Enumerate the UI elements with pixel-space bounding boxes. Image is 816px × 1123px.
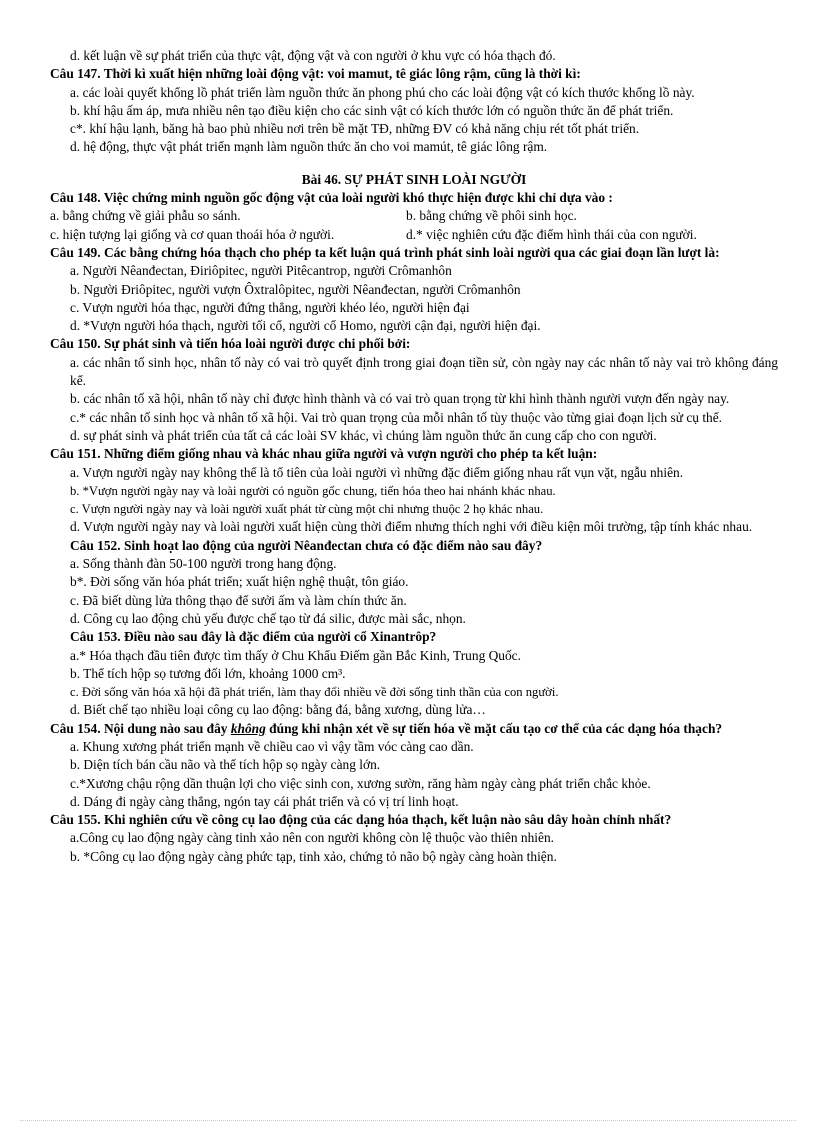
q153-option-d: d. Biết chế tạo nhiều loại công cụ lao động: bằng đá, bằng xương, dùng lửa… <box>70 702 486 718</box>
q153-option-a: a.* Hóa thạch đầu tiên được tìm thấy ở Chu Khẩu Điếm gần Bắc Kinh, Trung Quốc. <box>70 647 521 663</box>
q150-option-d: d. sự phát sinh và phát triển của tất cả các loài SV khác, vì chúng làm nguồn thức ăn cung cấp cho con người. <box>70 427 657 443</box>
q147-stem: Câu 147. Thời kì xuất hiện những loài động vật: voi mamut, tê giác lông rậm, cũng là thời kì: <box>50 66 581 82</box>
q147-option-a: a. các loài quyết khổng lồ phát triển làm nguồn thức ăn phong phú cho các loài động vật có kích thước khổng lồ này. <box>70 84 695 100</box>
q148-option-d: d.* việc nghiên cứu đặc điểm hình thái của con người. <box>406 226 697 242</box>
q152-option-c: c. Đã biết dùng lửa thông thạo để sưởi ấm và làm chín thức ăn. <box>70 592 407 608</box>
q154-stem-end: đúng khi nhận xét về sự tiến hóa về mặt cấu tạo cơ thể của các dạng hóa thạch? <box>265 720 723 736</box>
q152-option-b: b*. Đời sống văn hóa phát triển; xuất hiện nghệ thuật, tôn giáo. <box>70 574 409 590</box>
q155-stem: Câu 155. Khi nghiên cứu về công cụ lao động của các dạng hóa thạch, kết luận nào sâu dây hoàn chỉnh nhất? <box>50 812 672 828</box>
q148-stem: Câu 148. Việc chứng minh nguồn gốc động vật của loài người khó thực hiện được khi chỉ dựa vào : <box>50 190 613 206</box>
q154-stem-emphasis: không <box>230 720 266 736</box>
q149-option-b: b. Người Đriôpitec, người vượn Ôxtralôpitec, người Nêanđectan, người Crômanhôn <box>70 281 521 297</box>
q148-options-row-2 <box>50 226 778 244</box>
q149-stem: Câu 149. Các bằng chứng hóa thạch cho phép ta kết luận quá trình phát sinh loài người qua các giai đoạn lần lượt là: <box>50 244 720 260</box>
q151-option-a: a. Vượn người ngày nay không thể là tổ tiên của loài người vì những đặc điểm giống nhau rất vụn vặt, ngẫu nhiên. <box>70 464 684 480</box>
q146-option-d: d. kết luận về sự phát triển của thực vật, động vật và con người ở khu vực có hóa thạch đó. <box>70 48 556 63</box>
q151-stem: Câu 151. Những điểm giống nhau và khác nhau giữa người và vượn người cho phép ta kết luận: <box>50 446 598 462</box>
q153-stem: Câu 153. Điều nào sau đây là đặc điểm của người cổ Xinantrôp? <box>70 629 437 645</box>
q149-option-a: a. Người Nêanđectan, Điriôpitec, người Pitêcantrop, người Crômanhôn <box>70 263 452 279</box>
q153-option-b: b. Thể tích hộp sọ tương đối lớn, khoảng 1000 cm³. <box>70 665 346 681</box>
q147-option-c: c*. khí hậu lạnh, băng hà bao phủ nhiều nơi trên bề mặt TĐ, những ĐV có khả năng chịu rét tốt phát triển. <box>70 121 640 137</box>
q150-option-a: a. các nhân tố sinh học, nhân tố này có vai trò quyết định trong giai đoạn tiền sử, còn ngày nay các nhân tố này vai trò không đáng kể. <box>70 354 778 389</box>
q154-stem-start: Câu 154. Nội dung nào sau đây <box>50 720 231 736</box>
q154-option-d: d. Dáng đi ngày càng thẳng, ngón tay cái phát triển và có vị trí linh hoạt. <box>70 793 459 809</box>
q152-option-d: d. Công cụ lao động chủ yếu được chế tạo từ đá silic, được mài sắc, nhọn. <box>70 610 466 626</box>
q154-stem <box>50 720 778 738</box>
q151-option-d: d. Vượn người ngày nay và loài người xuất hiện cùng thời điểm nhưng thích nghi với điều kiện môi trường, tập tính khác nhau. <box>70 519 753 535</box>
q150-option-b: b. các nhân tố xã hội, nhân tố này chỉ được hình thành và có vai trò quan trọng từ khi hình thành người vượn đến ngày nay. <box>70 391 730 407</box>
q147-option-d: d. hệ động, thực vật phát triển mạnh làm nguồn thức ăn cho voi mamút, tê giác lông rậm. <box>70 139 548 155</box>
q155-option-b: b. *Công cụ lao động ngày càng phức tạp, tinh xảo, chứng tỏ não bộ ngày càng hoàn thiện. <box>70 848 557 864</box>
q148-option-c: c. hiện tượng lại giống và cơ quan thoái hóa ở người. <box>50 226 335 242</box>
q149-option-d: d. *Vượn người hóa thạch, người tối cổ, người cổ Homo, người cận đại, người hiện đại. <box>70 318 541 334</box>
section-title: Bài 46. SỰ PHÁT SINH LOÀI NGƯỜI <box>301 171 527 187</box>
q151-option-c: c. Vượn người ngày nay và loài người xuất phát từ cùng một chi nhưng thuộc 2 họ khác nhau. <box>70 502 544 517</box>
q151-option-b: b. *Vượn người ngày nay và loài người có nguồn gốc chung, tiến hóa theo hai nhánh khác nhau. <box>70 483 556 498</box>
q155-option-a: a.Công cụ lao động ngày càng tinh xảo nên con người không còn lệ thuộc vào thiên nhiên. <box>70 830 555 846</box>
q152-option-a: a. Sống thành đàn 50-100 người trong hang động. <box>70 556 337 572</box>
q148-options-row-1 <box>50 207 778 225</box>
q150-stem: Câu 150. Sự phát sinh và tiến hóa loài người được chi phối bởi: <box>50 336 411 352</box>
q148-option-b: b. bằng chứng về phôi sinh học. <box>406 208 577 224</box>
q154-option-a: a. Khung xương phát triển mạnh về chiều cao vì vậy tầm vóc càng cao dần. <box>70 738 474 754</box>
q148-option-a: a. bằng chứng về giải phẫu so sánh. <box>50 208 241 224</box>
q153-option-c: c. Đời sống văn hóa xã hội đã phát triển, làm thay đổi nhiều về đời sống tinh thần của con người. <box>70 685 559 700</box>
q150-option-c: c.* các nhân tố sinh học và nhân tố xã hội. Vai trò quan trọng của mỗi nhân tố tùy thuộc vào từng giai đoạn lịch sử cụ thể. <box>70 409 723 425</box>
q147-option-b: b. khí hậu ấm áp, mưa nhiều nên tạo điều kiện cho các sinh vật có kích thước lớn có nguồn thức ăn để phát triển. <box>70 102 674 118</box>
q152-stem: Câu 152. Sinh hoạt lao động của người Nêanđectan chưa có đặc điểm nào sau đây? <box>70 537 543 553</box>
document-page <box>50 47 778 866</box>
q154-option-c: c.*Xương chậu rộng dần thuận lợi cho việc sinh con, xương sườn, răng hàm ngày càng phát triển chắc khỏe. <box>70 775 651 791</box>
q154-option-b: b. Diện tích bán cầu não và thể tích hộp sọ ngày càng lớn. <box>70 757 381 773</box>
q149-option-c: c. Vượn người hóa thạc, người đứng thẳng, người khéo léo, người hiện đại <box>70 299 470 315</box>
page-bottom-divider <box>20 1120 796 1121</box>
